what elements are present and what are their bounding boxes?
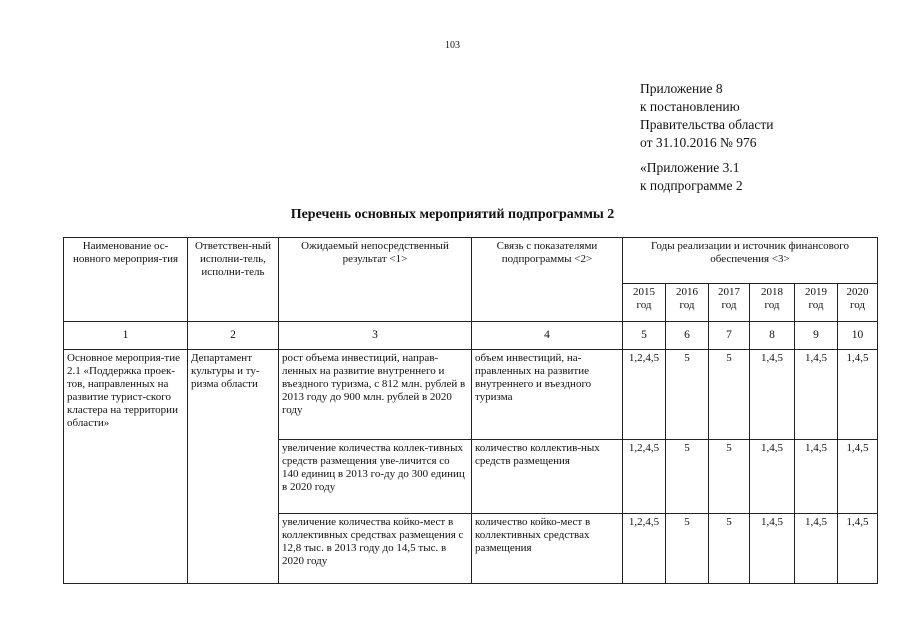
appendix-line: Приложение 8 bbox=[640, 81, 723, 96]
indicator-link: объем инвестиций, на-правленных на развитие внутреннего и въездного туризма bbox=[472, 350, 623, 440]
year-value: 5 bbox=[709, 350, 750, 440]
year-value: 1,4,5 bbox=[838, 514, 878, 584]
year-value: 5 bbox=[666, 350, 709, 440]
year-value: 1,2,4,5 bbox=[623, 514, 666, 584]
header-activity-name: Наименование ос-новного мероприя-тия bbox=[64, 238, 188, 322]
indicator-link: количество койко-мест в коллективных средствах размещения bbox=[472, 514, 623, 584]
appendix-line: к постановлению bbox=[640, 99, 740, 114]
column-number: 8 bbox=[750, 322, 795, 350]
appendix-line: «Приложение 3.1 bbox=[640, 160, 740, 175]
year-value: 1,4,5 bbox=[795, 440, 838, 514]
indicator-link: количество коллектив-ных средств размещения bbox=[472, 440, 623, 514]
appendix-block bbox=[640, 80, 773, 152]
year-value: 5 bbox=[666, 440, 709, 514]
column-number: 2 bbox=[188, 322, 279, 350]
year-value: 1,4,5 bbox=[795, 350, 838, 440]
column-number: 7 bbox=[709, 322, 750, 350]
expected-result: рост объема инвестиций, направ-ленных на развитие внутреннего и въездного туризма, с 812 млн. рублей в 2013 году до 900 млн. рублей в 2020 году bbox=[279, 350, 472, 440]
year-value: 1,4,5 bbox=[795, 514, 838, 584]
header-responsible: Ответствен-ный исполни-тель, исполни-тель bbox=[188, 238, 279, 322]
appendix-subprogram-block bbox=[640, 159, 743, 195]
column-number: 1 bbox=[64, 322, 188, 350]
expected-result: увеличение количества койко-мест в коллективных средствах размещения с 12,8 тыс. в 2013 году до 14,5 тыс. в 2020 году bbox=[279, 514, 472, 584]
header-year: 2020 год bbox=[838, 284, 878, 322]
column-number: 10 bbox=[838, 322, 878, 350]
year-value: 5 bbox=[709, 514, 750, 584]
column-number: 4 bbox=[472, 322, 623, 350]
activities-table bbox=[63, 237, 878, 584]
appendix-line: к подпрограмме 2 bbox=[640, 178, 743, 193]
column-number: 9 bbox=[795, 322, 838, 350]
year-value: 1,2,4,5 bbox=[623, 350, 666, 440]
year-value: 1,4,5 bbox=[750, 440, 795, 514]
column-number: 5 bbox=[623, 322, 666, 350]
year-value: 1,4,5 bbox=[750, 514, 795, 584]
year-value: 1,4,5 bbox=[838, 350, 878, 440]
year-value: 1,4,5 bbox=[838, 440, 878, 514]
header-year: 2016 год bbox=[666, 284, 709, 322]
year-value: 1,2,4,5 bbox=[623, 440, 666, 514]
column-number: 3 bbox=[279, 322, 472, 350]
activity-responsible: Департамент культуры и ту-ризма области bbox=[188, 350, 279, 584]
year-value: 1,4,5 bbox=[750, 350, 795, 440]
header-years-group: Годы реализации и источник финансового обеспечения <3> bbox=[623, 238, 878, 284]
header-indicators: Связь с показателями подпрограммы <2> bbox=[472, 238, 623, 322]
header-result: Ожидаемый непосредственный результат <1> bbox=[279, 238, 472, 322]
appendix-line: Правительства области bbox=[640, 117, 774, 132]
header-year: 2018 год bbox=[750, 284, 795, 322]
header-year: 2015 год bbox=[623, 284, 666, 322]
year-value: 5 bbox=[666, 514, 709, 584]
appendix-line: от 31.10.2016 № 976 bbox=[640, 135, 757, 150]
page-number: 103 bbox=[445, 40, 460, 51]
header-year: 2019 год bbox=[795, 284, 838, 322]
column-number: 6 bbox=[666, 322, 709, 350]
year-value: 5 bbox=[709, 440, 750, 514]
document-title: Перечень основных мероприятий подпрограммы 2 bbox=[290, 207, 615, 222]
header-year: 2017 год bbox=[709, 284, 750, 322]
expected-result: увеличение количества коллек-тивных средств размещения уве-личится со 140 единиц в 2013 го-ду до 300 единиц в 2020 году bbox=[279, 440, 472, 514]
activity-name: Основное мероприя-тие 2.1 «Поддержка проек-тов, направленных на развитие турист-ского кластера на территории области» bbox=[64, 350, 188, 584]
table-row bbox=[64, 350, 878, 440]
